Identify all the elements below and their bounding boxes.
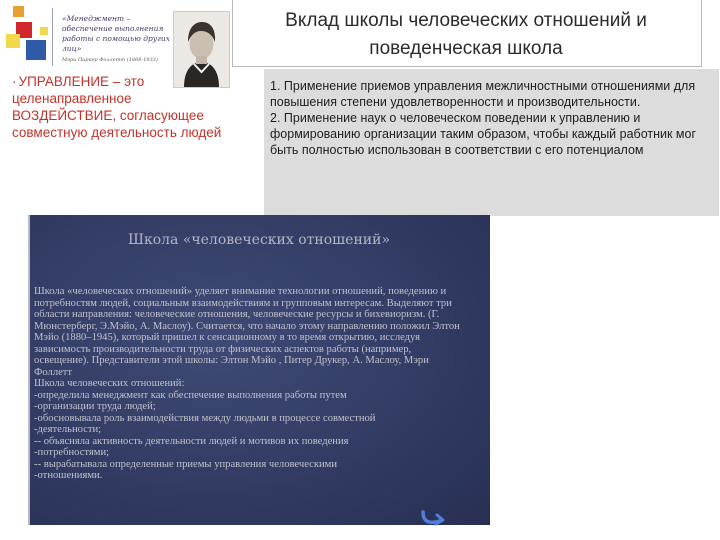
text-panel-content [270,78,716,158]
list-item: -- объясняла активность деятельности людей и мотивов их поведения [34,435,349,447]
list-item: -определила менеджмент как обеспечение выполнения работы путем [34,389,347,401]
decorative-square-yellow [6,34,20,48]
decorative-divider [52,8,53,66]
decorative-square-orange [13,6,24,17]
list-item: -- вырабатывала определенные приемы управления человеческими [34,458,338,470]
decorative-square-blue [26,40,46,60]
panel-item-2: 2. Применение наук о человеческом поведении к управлению и формированию организации таким образом, чтобы каждый работник мог быть полностью использован в соответствии с его потенциалом [270,111,697,157]
definition-text: УПРАВЛЕНИЕ – это целенаправленное ВОЗДЕЙСТВИЕ, согласующее совместную деятельность людей [12,74,222,140]
return-arrow-icon[interactable] [420,508,446,528]
decorative-square-yellow-small [40,27,48,35]
quote-block [62,14,170,64]
list-item: -обосновывала роль взаимодействия между людьми в процессе совместной [34,412,376,424]
slide-paragraph: Школа «человеческих отношений» уделяет внимание технологии отношений, поведению и потребностям людей, социальным взаимодействиям и групповым интересам. Выделяют три области направления: человеческие отношения, человеческие ресурсы и бихевиоризм. (Г. Мюнстерберг, Э.Мэйо, А. Маслоу). Считается, что начало этому направлению положил Элтон Мэйо (1880–1945), который пришел к сенсационному в то время открытию, исследуя зависимость производительности труда от физических аспектов работы (например, освещение). Представители этой школы: Элтон Мэйо , Питер Друкер, А. Маслоу, Мэри Фоллетт [34,286,460,378]
slide-body [34,286,464,482]
list-item: -организации труда людей; [34,401,156,412]
slide-list-heading: Школа человеческих отношений: [34,378,185,389]
list-item: -потребностями; [34,447,110,458]
definition-bullet: · [12,74,17,89]
list-item: -отношениями. [34,470,103,481]
slide-title: Школа «человеческих отношений» [127,232,391,248]
page-title: Вклад школы человеческих отношений и поведенческая школа [285,10,647,59]
panel-item-1: 1. Применение приемов управления межличностными отношениями для повышения степени удовлетворенности и производительности. [270,79,696,109]
management-definition [12,73,234,141]
quote-author: Мэри Паркер Фоллетт (1868-1933) [62,57,158,63]
slide-list [34,390,464,482]
quote-text: «Менеджмент – обеспечение выполнения работы с помощью других лиц» [62,14,170,53]
list-item: -деятельности; [34,424,102,435]
